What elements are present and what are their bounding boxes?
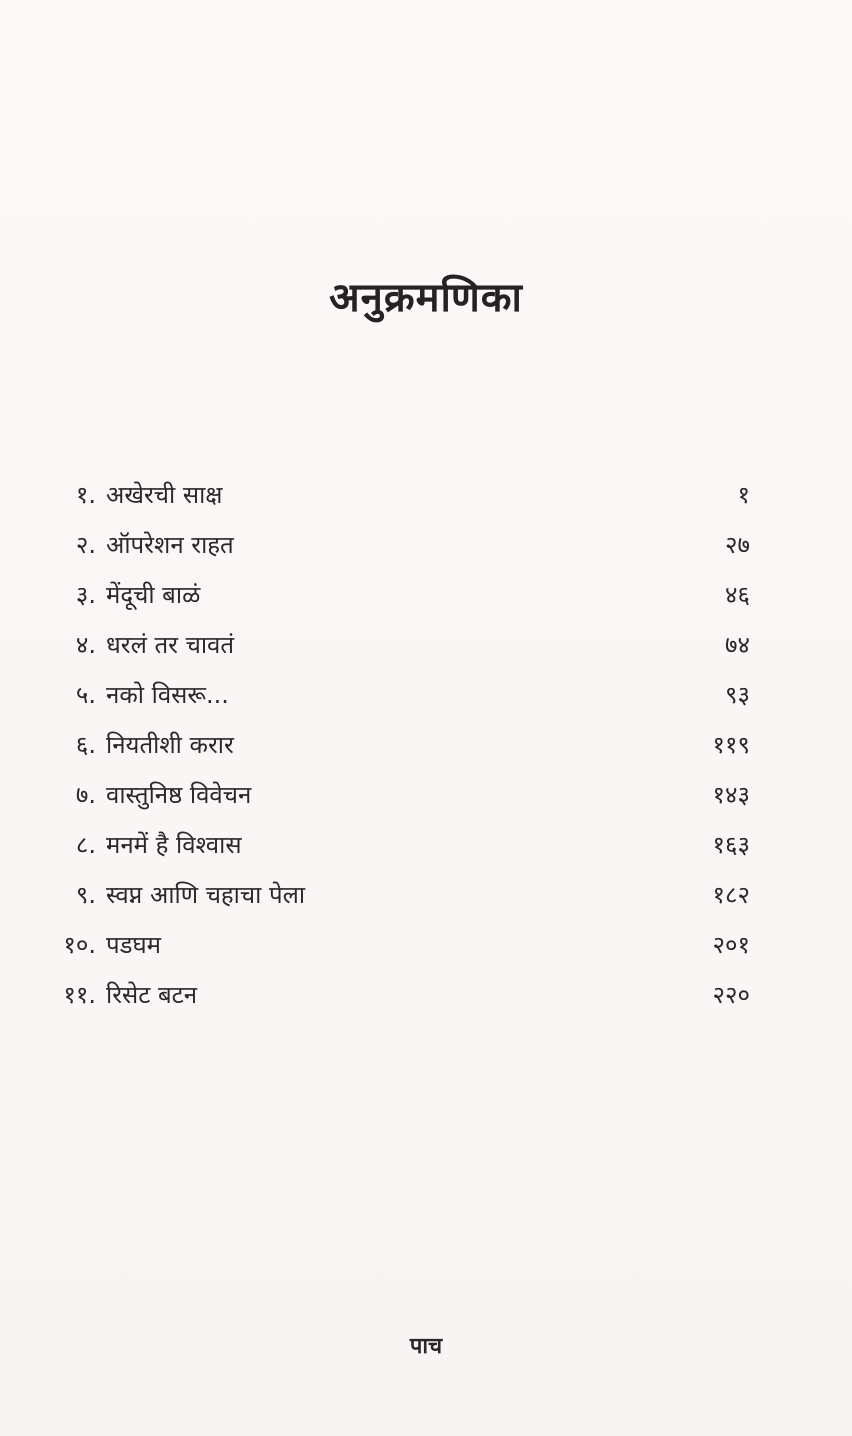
chapter-number: ५. [75, 681, 96, 709]
chapter-page-number: १ [737, 481, 750, 509]
toc-entry [0, 470, 852, 520]
page-folio: पाच [409, 1334, 443, 1359]
chapter-title: मेंदूची बाळं [106, 581, 201, 609]
chapter-number: ७. [75, 781, 96, 809]
chapter-title: नियतीशी करार [106, 731, 234, 759]
chapter-page-number: ७४ [725, 631, 750, 659]
chapter-number: १. [75, 481, 96, 509]
chapter-page-number: २२० [712, 981, 750, 1009]
chapter-title: स्वप्न आणि चहाचा पेला [106, 881, 306, 909]
chapter-number: ४. [75, 631, 96, 659]
chapter-title: नको विसरू... [106, 681, 229, 709]
chapter-number: १०. [63, 931, 96, 959]
chapter-title: रिसेट बटन [106, 981, 198, 1009]
chapter-number: ६. [75, 731, 96, 759]
contents-heading: अनुक्रमणिका [329, 274, 523, 321]
chapter-page-number: १८२ [712, 881, 750, 909]
chapter-number: ११. [63, 981, 96, 1009]
table-of-contents [0, 470, 852, 1020]
toc-entry [0, 570, 852, 620]
toc-entry [0, 870, 852, 920]
toc-entry [0, 670, 852, 720]
toc-entry [0, 770, 852, 820]
chapter-number: ८. [75, 831, 96, 859]
chapter-page-number: ११९ [712, 731, 750, 759]
chapter-number: ३. [75, 581, 96, 609]
chapter-title: धरलं तर चावतं [106, 631, 235, 659]
toc-entry [0, 720, 852, 770]
chapter-title: वास्तुनिष्ठ विवेचन [106, 781, 252, 809]
chapter-title: अखेरची साक्ष [106, 481, 223, 509]
chapter-page-number: ९३ [725, 681, 750, 709]
toc-entry [0, 620, 852, 670]
chapter-page-number: २७ [725, 531, 750, 559]
chapter-title: मनमें है विश्वास [106, 831, 242, 859]
chapter-page-number: १४३ [712, 781, 750, 809]
chapter-title: ऑपरेशन राहत [106, 531, 234, 559]
chapter-title: पडघम [106, 931, 162, 959]
chapter-page-number: २०१ [712, 931, 750, 959]
toc-entry [0, 520, 852, 570]
toc-entry [0, 920, 852, 970]
chapter-page-number: ४६ [725, 581, 750, 609]
toc-entry [0, 970, 852, 1020]
chapter-page-number: १६३ [712, 831, 750, 859]
chapter-number: २. [75, 531, 96, 559]
chapter-number: ९. [75, 881, 96, 909]
toc-entry [0, 820, 852, 870]
